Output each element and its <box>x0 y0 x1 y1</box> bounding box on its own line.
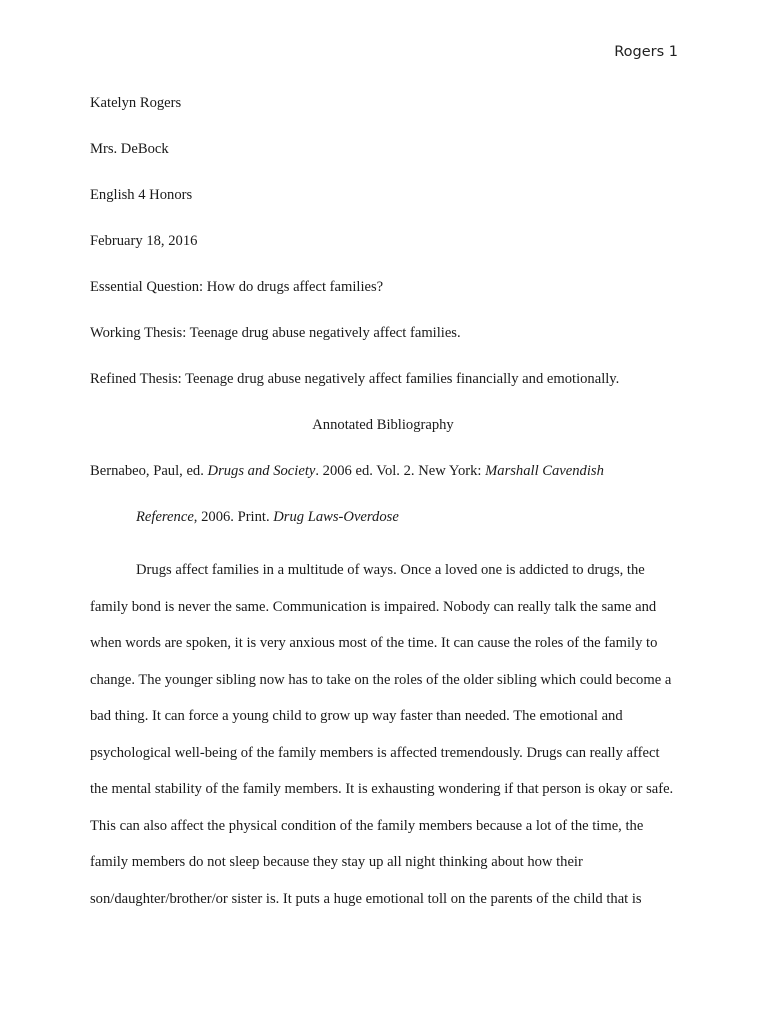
citation-publisher: Marshall Cavendish <box>485 463 604 479</box>
course-name: English 4 Honors <box>90 187 193 203</box>
student-name: Katelyn Rogers <box>90 95 182 111</box>
section-title: Annotated Bibliography <box>312 417 454 433</box>
citation-publisher-cont: Reference <box>136 509 194 525</box>
citation-line-1 <box>90 460 676 506</box>
annotation-wrapper <box>90 552 676 917</box>
document-body <box>90 92 676 917</box>
running-head: Rogers 1 <box>614 44 678 60</box>
working-thesis: Working Thesis: Teenage drug abuse negatively affect families. <box>90 325 461 341</box>
essential-question: Essential Question: How do drugs affect families? <box>90 279 384 295</box>
citation-line-2 <box>90 506 676 552</box>
citation-title: Drugs and Society <box>207 463 316 479</box>
annotation-paragraph: Drugs affect families in a multitude of ways. Once a loved one is addicted to drugs, the family bond is never the same. Communication is impaired. Nobody can really talk the same and when words are spoken, it is very anxious most of the time. It can cause the roles of the family to change. The younger sibling now has to take on the roles of the older sibling which could become a bad thing. It can force a young child to grow up way faster than needed. The emotional and psychological well-being of the family members is affected tremendously. Drugs can really affect the mental stability of the family members. It is exhausting wondering if that person is okay or safe. This can also affect the physical condition of the family members because a lot of the time, the family members do not sleep because they stay up all night thinking about how their son/daughter/brother/or sister is. It puts a huge emotional toll on the parents of the child that is <box>90 562 674 907</box>
citation-article: Drug Laws-Overdose <box>273 509 399 525</box>
citation-edition: . 2006 ed. Vol. 2. New York: <box>315 463 486 479</box>
citation-year-medium: , 2006. Print. <box>193 509 274 525</box>
refined-thesis: Refined Thesis: Teenage drug abuse negatively affect families financially and emotionally. <box>90 371 620 387</box>
teacher-name: Mrs. DeBock <box>90 141 169 157</box>
citation-author: Bernabeo, Paul, ed. <box>90 463 208 479</box>
assignment-date: February 18, 2016 <box>90 233 198 249</box>
